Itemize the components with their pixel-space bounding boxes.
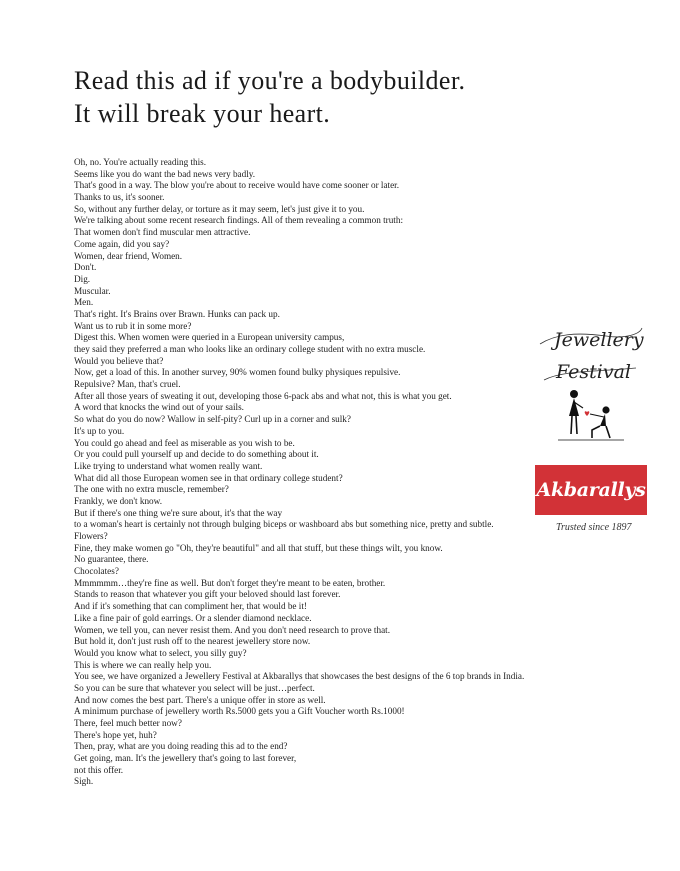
body-line: Or you could pull yourself up and decide to do something about it. [74,449,319,460]
body-line: Mmmmmm…they're fine as well. But don't forget they're meant to be eaten, brother. [74,577,386,588]
body-line: not this offer. [74,764,124,775]
body-copy [74,157,544,788]
brand-name: Akbarallys [536,479,646,501]
body-line: Like trying to understand what women really want. [74,460,263,471]
body-line: Chocolates? [74,566,119,577]
body-line: Don't. [74,262,97,273]
body-line: Flowers? [74,531,108,541]
body-line: Sigh. [74,776,94,787]
body-line: Women, dear friend, Women. [74,250,183,261]
body-line: So what do you do now? Wallow in self-pity? Curl up in a corner and sulk? [74,414,351,425]
body-line: But if there's one thing we're sure about, it's that the way [74,507,283,518]
proposal-illustration [556,386,626,444]
body-line: Digest this. When women were queried in a European university campus, [74,332,345,343]
body-line: Then, pray, what are you doing reading this ad to the end? [74,741,288,752]
body-line: Want us to rub it in some more? [74,320,192,331]
body-line: A word that knocks the wind out of your sails. [74,402,244,413]
body-line: And now comes the best part. There's a unique offer in store as well. [74,694,326,705]
headline [74,64,465,130]
body-line: they said they preferred a man who looks like an ordinary college student with no extra muscle. [74,344,426,354]
body-line: There, feel much better now? [74,718,182,728]
body-line: Now, get a load of this. In another survey, 90% women found bulky physiques repulsive. [74,367,401,378]
body-line: That women don't find muscular men attractive. [74,227,251,238]
body-line: There's hope yet, huh? [74,729,157,740]
akbarallys-logo [535,465,647,515]
body-line: Come again, did you say? [74,238,170,249]
body-line: Repulsive? Man, that's cruel. [74,379,181,390]
headline-line-2: It will break your heart. [74,99,331,128]
body-line: Would you know what to select, you silly guy? [74,647,247,658]
body-line: Oh, no. You're actually reading this. [74,157,207,167]
body-line: And if it's something that can compliment her, that would be it! [74,601,307,612]
body-line: Women, we tell you, can never resist them. And you don't need research to prove that. [74,624,391,635]
body-line: No guarantee, there. [74,554,149,565]
body-line: Men. [74,297,94,308]
body-line: So, without any further delay, or torture as it may seem, let's just give it to you. [74,203,365,214]
body-line: So you can be sure that whatever you select will be just…perfect. [74,682,315,693]
body-line: This is where we can really help you. [74,659,212,670]
body-line: Dig. [74,273,91,284]
body-line: We're talking about some recent research findings. All of them revealing a common truth: [74,215,404,226]
body-line: Thanks to us, it's sooner. [74,192,165,203]
festival-line-1: Jewellery [554,329,644,351]
body-line: You see, we have organized a Jewellery Festival at Akbarallys that showcases the best designs of the 6 top brands in India. [74,671,525,682]
body-line: What did all those European women see in that ordinary college student? [74,472,343,483]
tagline: Trusted since 1897 [556,522,632,533]
body-line: Muscular. [74,285,111,296]
body-line: A minimum purchase of jewellery worth Rs.5000 gets you a Gift Voucher worth Rs.1000! [74,706,405,717]
festival-line-2: Festival [556,361,631,383]
body-line: Fine, they make women go "Oh, they're beautiful" and all that stuff, but these things wilt, you know. [74,542,443,553]
body-line: You could go ahead and feel as miserable as you wish to be. [74,437,295,448]
body-line: After all those years of sweating it out, developing those 6-pack abs and what not, this is what you get. [74,390,452,401]
body-line: Get going, man. It's the jewellery that's going to last forever, [74,753,297,764]
body-line: Like a fine pair of gold earrings. Or a slender diamond necklace. [74,612,312,623]
body-line: The one with no extra muscle, remember? [74,484,229,495]
body-line: Would you believe that? [74,355,164,366]
body-line: to a woman's heart is certainly not through bulging biceps or washboard abs but something nice, pretty and subtle. [74,519,494,530]
body-line: Frankly, we don't know. [74,495,162,506]
headline-line-1: Read this ad if you're a bodybuilder. [74,66,466,95]
body-line: It's up to you. [74,425,125,436]
body-line: Seems like you do want the bad news very badly. [74,168,256,179]
body-line: That's right. It's Brains over Brawn. Hunks can pack up. [74,308,280,319]
body-line: That's good in a way. The blow you're about to receive would have come sooner or later. [74,180,400,191]
body-line: But hold it, don't just rush off to the nearest jewellery store now. [74,636,311,647]
body-line: Stands to reason that whatever you gift your beloved should last forever. [74,589,341,600]
